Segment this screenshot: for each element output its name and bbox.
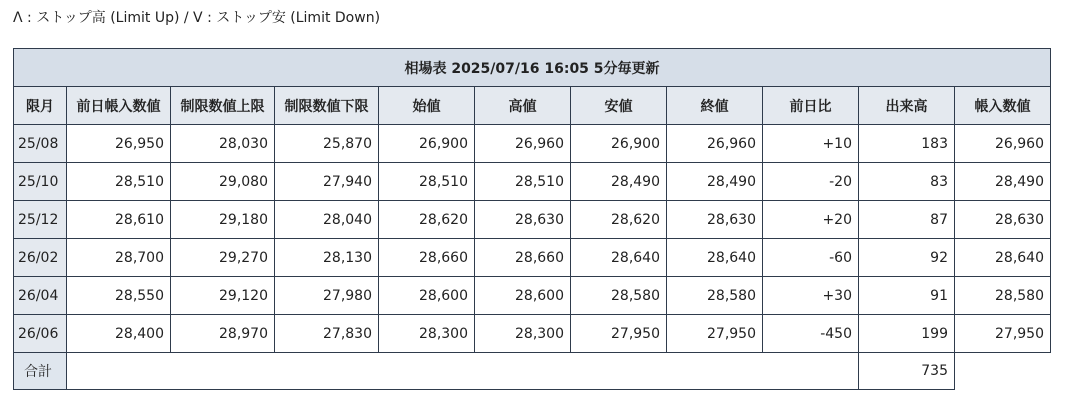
lower-limit-cell: 27,830 xyxy=(275,315,379,353)
table-row xyxy=(14,201,1051,239)
close-cell: 28,640 xyxy=(667,239,763,277)
change-cell: -20 xyxy=(763,163,859,201)
settlement-cell: 28,640 xyxy=(955,239,1051,277)
high-cell: 28,510 xyxy=(475,163,571,201)
volume-cell: 91 xyxy=(859,277,955,315)
open-cell: 28,600 xyxy=(379,277,475,315)
upper-limit-cell: 28,030 xyxy=(171,125,275,163)
upper-limit-cell: 29,120 xyxy=(171,277,275,315)
contract-month-cell: 26/02 xyxy=(14,239,67,277)
contract-month-cell: 25/12 xyxy=(14,201,67,239)
low-cell: 26,900 xyxy=(571,125,667,163)
volume-cell: 87 xyxy=(859,201,955,239)
change-cell: -450 xyxy=(763,315,859,353)
contract-month-cell: 26/06 xyxy=(14,315,67,353)
lower-limit-cell: 25,870 xyxy=(275,125,379,163)
lower-limit-cell: 27,980 xyxy=(275,277,379,315)
column-header-lower-limit: 制限数値下限 xyxy=(275,87,379,125)
volume-cell: 92 xyxy=(859,239,955,277)
volume-cell: 183 xyxy=(859,125,955,163)
low-cell: 28,490 xyxy=(571,163,667,201)
settlement-cell: 26,960 xyxy=(955,125,1051,163)
column-header-close: 終値 xyxy=(667,87,763,125)
settlement-cell: 28,630 xyxy=(955,201,1051,239)
close-cell: 26,960 xyxy=(667,125,763,163)
column-header-open: 始値 xyxy=(379,87,475,125)
column-header-change: 前日比 xyxy=(763,87,859,125)
low-cell: 28,640 xyxy=(571,239,667,277)
upper-limit-cell: 29,180 xyxy=(171,201,275,239)
prev-settlement-cell: 28,550 xyxy=(67,277,171,315)
volume-cell: 83 xyxy=(859,163,955,201)
high-cell: 28,660 xyxy=(475,239,571,277)
contract-month-cell: 25/10 xyxy=(14,163,67,201)
total-volume: 735 xyxy=(859,353,955,390)
low-cell: 27,950 xyxy=(571,315,667,353)
column-header-high: 高値 xyxy=(475,87,571,125)
column-header-upper-limit: 制限数値上限 xyxy=(171,87,275,125)
prev-settlement-cell: 28,610 xyxy=(67,201,171,239)
prev-settlement-cell: 28,700 xyxy=(67,239,171,277)
open-cell: 28,660 xyxy=(379,239,475,277)
column-header-settlement: 帳入数値 xyxy=(955,87,1051,125)
total-label: 合計 xyxy=(14,353,67,390)
quote-table xyxy=(13,48,1051,390)
total-spacer-cell xyxy=(67,353,859,390)
upper-limit-cell: 29,270 xyxy=(171,239,275,277)
high-cell: 28,630 xyxy=(475,201,571,239)
table-title: 相場表 2025/07/16 16:05 5分毎更新 xyxy=(14,49,1051,87)
low-cell: 28,620 xyxy=(571,201,667,239)
total-empty-cell xyxy=(955,353,1051,390)
column-header-prev-settlement: 前日帳入数値 xyxy=(67,87,171,125)
column-header-low: 安値 xyxy=(571,87,667,125)
open-cell: 26,900 xyxy=(379,125,475,163)
table-row xyxy=(14,239,1051,277)
open-cell: 28,620 xyxy=(379,201,475,239)
change-cell: +20 xyxy=(763,201,859,239)
change-cell: +10 xyxy=(763,125,859,163)
close-cell: 28,580 xyxy=(667,277,763,315)
prev-settlement-cell: 28,400 xyxy=(67,315,171,353)
total-row xyxy=(14,353,1051,390)
close-cell: 28,490 xyxy=(667,163,763,201)
prev-settlement-cell: 26,950 xyxy=(67,125,171,163)
high-cell: 28,300 xyxy=(475,315,571,353)
contract-month-cell: 26/04 xyxy=(14,277,67,315)
volume-cell: 199 xyxy=(859,315,955,353)
prev-settlement-cell: 28,510 xyxy=(67,163,171,201)
high-cell: 26,960 xyxy=(475,125,571,163)
high-cell: 28,600 xyxy=(475,277,571,315)
upper-limit-cell: 28,970 xyxy=(171,315,275,353)
change-cell: +30 xyxy=(763,277,859,315)
table-row xyxy=(14,315,1051,353)
low-cell: 28,580 xyxy=(571,277,667,315)
table-row xyxy=(14,125,1051,163)
table-row xyxy=(14,163,1051,201)
settlement-cell: 28,490 xyxy=(955,163,1051,201)
lower-limit-cell: 28,040 xyxy=(275,201,379,239)
settlement-cell: 28,580 xyxy=(955,277,1051,315)
contract-month-cell: 25/08 xyxy=(14,125,67,163)
column-header-contract-month: 限月 xyxy=(14,87,67,125)
column-header-volume: 出来高 xyxy=(859,87,955,125)
table-row xyxy=(14,277,1051,315)
open-cell: 28,510 xyxy=(379,163,475,201)
open-cell: 28,300 xyxy=(379,315,475,353)
settlement-cell: 27,950 xyxy=(955,315,1051,353)
lower-limit-cell: 28,130 xyxy=(275,239,379,277)
close-cell: 28,630 xyxy=(667,201,763,239)
lower-limit-cell: 27,940 xyxy=(275,163,379,201)
limit-legend: Λ : ストップ高 (Limit Up) / V : ストップ安 (Limit Down) xyxy=(13,10,381,26)
close-cell: 27,950 xyxy=(667,315,763,353)
header-row xyxy=(14,87,1051,125)
upper-limit-cell: 29,080 xyxy=(171,163,275,201)
change-cell: -60 xyxy=(763,239,859,277)
